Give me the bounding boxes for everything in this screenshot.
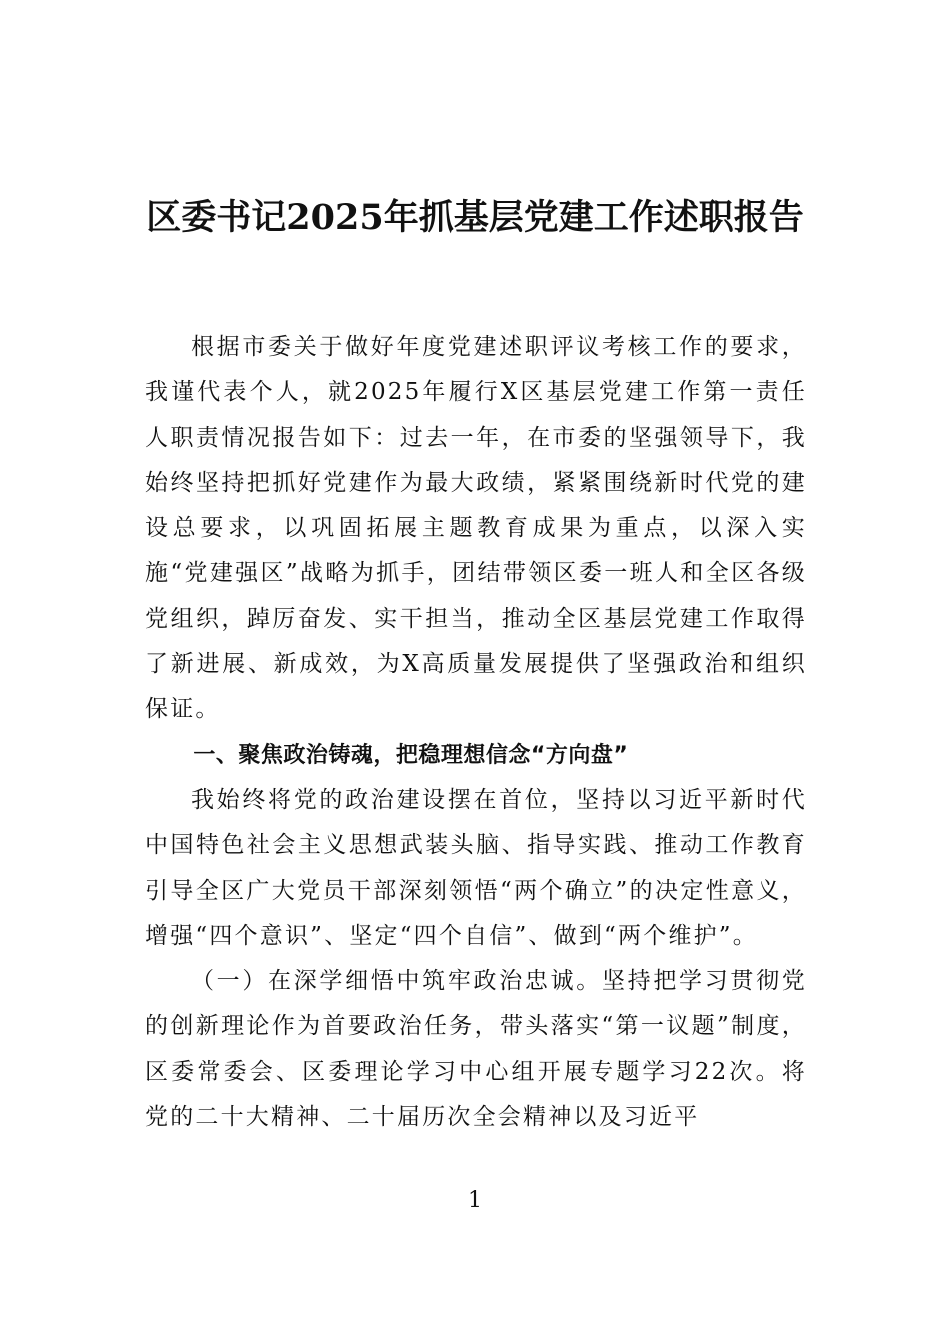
- intro-paragraph: 根据市委关于做好年度党建述职评议考核工作的要求，我谨代表个人，就2025年履行X区基层党建工作第一责任人职责情况报告如下：过去一年，在市委的坚强领导下，我始终坚持把抓好党建作为最大政绩，紧紧围绕新时代党的建设总要求，以巩固拓展主题教育成果为重点，以深入实施“党建强区”战略为抓手，团结带领区委一班人和全区各级党组织，踔厉奋发、实干担当，推动全区基层党建工作取得了新进展、新成效，为X高质量发展提供了坚强政治和组织保证。: [145, 334, 807, 723]
- document-body: [145, 325, 807, 1140]
- subsection-1-paragraph: （一）在深学细悟中筑牢政治忠诚。坚持把学习贯彻党的创新理论作为首要政治任务，带头落实“第一议题”制度，区委常委会、区委理论学习中心组开展专题学习22次。将党的二十大精神、二十届历次全会精神以及习近平: [145, 968, 807, 1131]
- section-1-paragraph: 我始终将党的政治建设摆在首位，坚持以习近平新时代中国特色社会主义思想武装头脑、指导实践、推动工作教育引导全区广大党员干部深刻领悟“两个确立”的决定性意义，增强“四个意识”、坚定“四个自信”、做到“两个维护”。: [145, 786, 807, 949]
- page-number: 1: [468, 1188, 482, 1213]
- document-title: 区委书记2025年抓基层党建工作述职报告: [146, 197, 804, 238]
- section-heading-1: 一、聚焦政治铸魂，把稳理想信念“方向盘”: [193, 742, 629, 768]
